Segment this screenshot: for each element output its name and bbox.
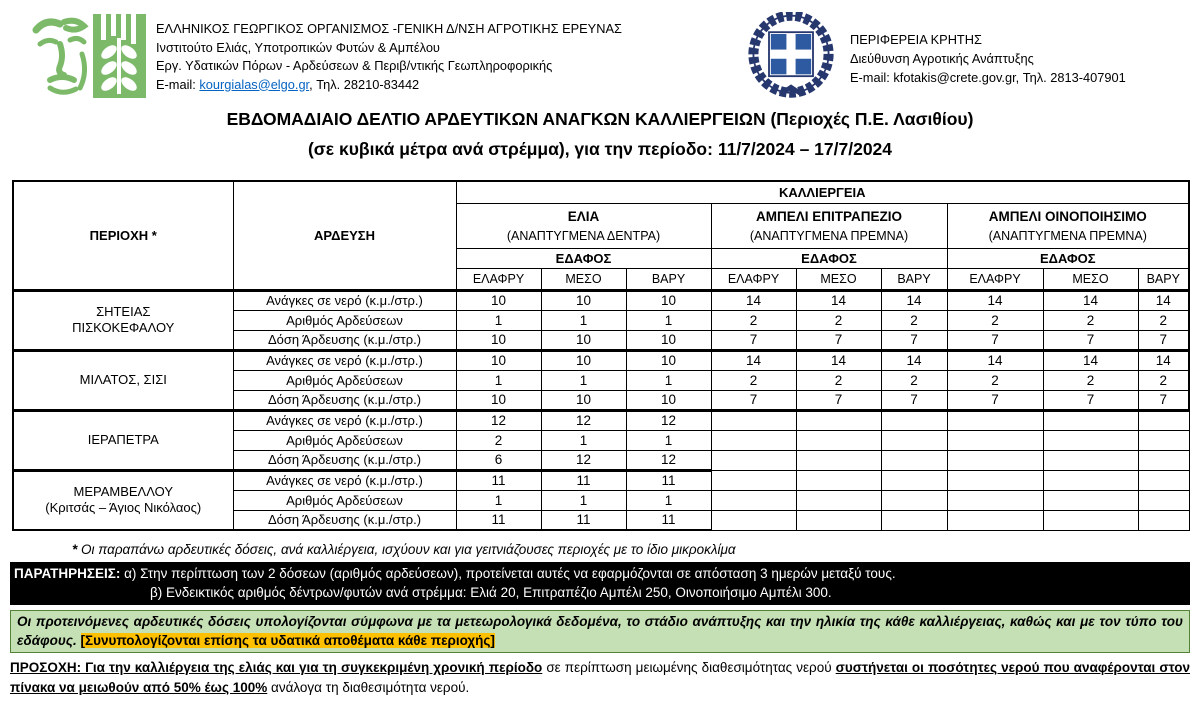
value-cell: 12 [456,410,541,430]
crop-header-olive [456,203,711,248]
region-cell: ΣΗΤΕΙΑΣ ΠΙΣΚΟΚΕΦΑΛΟΥ [13,290,233,350]
crop-subtitle: (ΑΝΑΠΤΥΓΜΕΝΑ ΠΡΕΜΝΑ) [749,228,909,243]
empty-cell [881,490,947,510]
observation-line-b: β) Ενδεικτικός αριθμός δέντρων/φυτών ανά στρέμμα: Ελιά 20, Επιτραπέζιο Αμπέλι 250, Οινοποιήσιμο Αμπέλι 300. [150,585,832,600]
value-cell: 1 [541,370,626,390]
irrigation-metric-label: Αριθμός Αρδεύσεων [233,490,456,510]
crop-group-header: ΚΑΛΛΙΕΡΓΕΙΑ [456,181,1189,203]
value-cell: 14 [1043,350,1138,370]
observation-line-a [14,564,1186,583]
soil-type-light: ΕΛΑΦΡΥ [456,268,541,290]
value-cell: 11 [541,510,626,530]
value-cell: 1 [456,490,541,510]
value-cell: 7 [796,390,881,410]
right-org-line1: ΠΕΡΙΦΕΡΕΙΑ ΚΡΗΤΗΣ [850,32,982,47]
value-cell: 10 [626,290,711,310]
left-org-text [156,20,622,94]
value-cell: 12 [626,450,711,470]
value-cell: 11 [626,510,711,530]
header [0,0,1200,100]
soil-type-light: ΕΛΑΦΡΥ [711,268,796,290]
empty-cell [1043,470,1138,490]
value-cell: 1 [456,370,541,390]
empty-cell [711,470,796,490]
crop-name: ΑΜΠΕΛΙ ΕΠΙΤΡΑΠΕΖΙΟ [755,208,902,224]
empty-cell [1043,450,1138,470]
value-cell: 14 [947,350,1043,370]
value-cell: 6 [456,450,541,470]
document-title [0,104,1200,164]
empty-cell [711,450,796,470]
irrigation-metric-label: Αριθμός Αρδεύσεων [233,310,456,330]
empty-cell [1138,510,1189,530]
value-cell: 7 [947,390,1043,410]
value-cell: 2 [711,370,796,390]
value-cell: 2 [1138,370,1189,390]
irrigation-metric-label: Δόση Άρδευσης (κ.μ./στρ.) [233,330,456,350]
crop-subtitle: (ΑΝΑΠΤΥΓΜΕΝΑ ΠΡΕΜΝΑ) [988,228,1147,243]
soil-type-light: ΕΛΑΦΡΥ [947,268,1043,290]
region-cell: ΜΙΛΑΤΟΣ, ΣΙΣΙ [13,350,233,410]
value-cell: 2 [881,370,947,390]
soil-type-heavy: ΒΑΡΥ [881,268,947,290]
value-cell: 2 [947,370,1043,390]
attention-bold-2: συστήνεται οι ποσότητες νερού που αναφέρονται στον πίνακα να μειωθούν από 50% έως 100% [10,660,1190,695]
empty-cell [711,430,796,450]
empty-cell [1043,490,1138,510]
observations-box [10,562,1190,605]
value-cell: 1 [541,310,626,330]
empty-cell [796,510,881,530]
value-cell: 14 [1043,290,1138,310]
value-cell: 7 [1138,330,1189,350]
asterisk: * [72,542,82,557]
methodology-note-highlight: [Συνυπολογίζονται επίσης τα υδατικά αποθέματα κάθε περιοχής] [80,633,495,648]
email-link[interactable]: kourgialas@elgo.gr [199,76,310,92]
empty-cell [711,490,796,510]
value-cell: 2 [456,430,541,450]
value-cell: 10 [626,330,711,350]
email-prefix: E-mail: [156,76,200,92]
irrigation-metric-label: Δόση Άρδευσης (κ.μ./στρ.) [233,390,456,410]
value-cell: 10 [456,290,541,310]
attention-bold-1: ΠΡΟΣΟΧΗ: Για την καλλιέργεια της ελιάς και για τη συγκεκριμένη χρονική περίοδο [10,660,543,675]
table-row [13,470,1189,490]
table-row [13,410,1189,430]
crop-name: ΕΛΙΑ [567,208,600,224]
empty-cell [796,470,881,490]
email-suffix: , Τηλ. 28210-83442 [309,76,420,92]
attention-regular-1: σε περίπτωση μειωμένης διαθεσιμότητας νερού [542,660,836,675]
value-cell: 12 [626,410,711,430]
value-cell: 14 [711,350,796,370]
value-cell: 10 [456,390,541,410]
value-cell: 11 [456,510,541,530]
empty-cell [796,410,881,430]
right-org-text [850,30,1126,87]
value-cell: 1 [456,310,541,330]
value-cell: 11 [626,470,711,490]
irrigation-metric-label: Ανάγκες σε νερό (κ.μ./στρ.) [233,350,456,370]
soil-type-medium: ΜΕΣΟ [796,268,881,290]
empty-cell [796,490,881,510]
value-cell: 11 [541,470,626,490]
methodology-note-box [10,610,1190,653]
elgo-dimitra-logo-icon [30,14,150,98]
empty-cell [947,490,1043,510]
empty-cell [947,450,1043,470]
right-org-line2: Διεύθυνση Αγροτικής Ανάπτυξης [850,51,1034,66]
value-cell: 2 [881,310,947,330]
region-column-header: ΠΕΡΙΟΧΗ * [13,181,233,290]
value-cell: 7 [881,390,947,410]
left-org-line2: Ινστιτούτο Ελιάς, Υποτροπικών Φυτών & Αμπέλου [156,39,440,55]
table-row [13,350,1189,370]
value-cell: 1 [541,490,626,510]
methodology-note-text: Οι προτεινόμενες αρδευτικές δόσεις υπολογίζονται σύμφωνα με τα μετεωρολογικά δεδομένα, το στάδιο ανάπτυξης και την ηλικία της κάθε καλλιέργειας, καθώς και με τον τύπο του εδάφους. [17,614,1183,648]
empty-cell [1138,470,1189,490]
value-cell: 7 [1138,390,1189,410]
left-org-line1: ΕΛΛΗΝΙΚΟΣ ΓΕΩΡΓΙΚΟΣ ΟΡΓΑΝΙΣΜΟΣ -ΓΕΝΙΚΗ Δ/ΝΣΗ ΑΓΡΟΤΙΚΗΣ ΕΡΕΥΝΑΣ [156,21,622,36]
empty-cell [1138,450,1189,470]
irrigation-needs-table [12,180,1190,531]
empty-cell [711,410,796,430]
value-cell: 10 [626,390,711,410]
value-cell: 7 [796,330,881,350]
table-row [13,290,1189,310]
empty-cell [1138,430,1189,450]
value-cell: 10 [541,350,626,370]
empty-cell [796,450,881,470]
empty-cell [1138,410,1189,430]
value-cell: 10 [626,350,711,370]
value-cell: 10 [541,390,626,410]
value-cell: 14 [881,350,947,370]
value-cell: 10 [456,330,541,350]
attention-paragraph [10,658,1190,697]
right-org-line3: E-mail: kfotakis@crete.gov.gr, Τηλ. 2813-407901 [850,70,1126,85]
crop-name: ΑΜΠΕΛΙ ΟΙΝΟΠΟΙΗΣΙΜΟ [988,208,1147,224]
crop-header-table-grape [711,203,947,248]
value-cell: 1 [626,430,711,450]
value-cell: 2 [796,370,881,390]
empty-cell [711,510,796,530]
irrigation-metric-label: Δόση Άρδευσης (κ.μ./στρ.) [233,450,456,470]
soil-type-heavy: ΒΑΡΥ [626,268,711,290]
observation-a-text: α) Στην περίπτωση των 2 δόσεων (αριθμός αρδεύσεων), προτείνεται αυτές να εφαρμόζονται σε απόσταση 3 ημερών μεταξύ τους. [120,566,896,581]
irrigation-metric-label: Αριθμός Αρδεύσεων [233,430,456,450]
value-cell: 2 [796,310,881,330]
crop-subtitle: (ΑΝΑΠΤΥΓΜΕΝΑ ΔΕΝΤΡΑ) [506,228,661,243]
irrigation-metric-label: Ανάγκες σε νερό (κ.μ./στρ.) [233,470,456,490]
value-cell: 14 [947,290,1043,310]
value-cell: 2 [1043,370,1138,390]
attention-regular-2: ανάλογα τη διαθεσιμότητα νερού. [267,679,470,695]
value-cell: 1 [626,490,711,510]
empty-cell [881,430,947,450]
empty-cell [881,410,947,430]
irrigation-metric-label: Αριθμός Αρδεύσεων [233,370,456,390]
value-cell: 1 [626,310,711,330]
crete-region-emblem-icon [745,12,837,100]
empty-cell [881,510,947,530]
title-line-1: ΕΒΔΟΜΑΔΙΑΙΟ ΔΕΛΤΙΟ ΑΡΔΕΥΤΙΚΩΝ ΑΝΑΓΚΩΝ ΚΑΛΛΙΕΡΓΕΙΩΝ (Περιοχές Π.Ε. Λασιθίου) [226,109,974,129]
value-cell: 1 [541,430,626,450]
soil-header-olive: ΕΔΑΦΟΣ [456,248,711,268]
irrigation-column-header: ΑΡΔΕΥΣΗ [233,181,456,290]
observations-label: ΠΑΡΑΤΗΡΗΣΕΙΣ: [14,566,121,581]
crop-header-wine-grape [947,203,1189,248]
title-line-2: (σε κυβικά μέτρα ανά στρέμμα), για την περίοδο: 11/7/2024 – 17/7/2024 [307,139,893,159]
value-cell: 1 [626,370,711,390]
region-cell: ΜΕΡΑΜΒΕΛΛΟΥ (Κριτσάς – Άγιος Νικόλαος) [13,470,233,530]
value-cell: 14 [1138,350,1189,370]
soil-type-medium: ΜΕΣΟ [541,268,626,290]
value-cell: 2 [947,310,1043,330]
empty-cell [947,410,1043,430]
value-cell: 14 [1138,290,1189,310]
region-cell: ΙΕΡΑΠΕΤΡΑ [13,410,233,470]
asterisk-footnote-text: Οι παραπάνω αρδευτικές δόσεις, ανά καλλιέργεια, ισχύουν και για γειτνιάζουσες περιοχές με το ίδιο μικροκλίμα [81,542,736,557]
value-cell: 7 [1043,390,1138,410]
empty-cell [1138,490,1189,510]
irrigation-metric-label: Δόση Άρδευσης (κ.μ./στρ.) [233,510,456,530]
soil-type-medium: ΜΕΣΟ [1043,268,1138,290]
value-cell: 2 [711,310,796,330]
value-cell: 14 [796,350,881,370]
soil-type-heavy: ΒΑΡΥ [1138,268,1189,290]
left-org-line3: Εργ. Υδατικών Πόρων - Αρδεύσεων & Περιβ/ντικής Γεωπληροφορικής [156,58,553,73]
value-cell: 7 [711,330,796,350]
left-org-email-line [156,76,622,95]
value-cell: 10 [541,290,626,310]
empty-cell [881,450,947,470]
value-cell: 10 [456,350,541,370]
value-cell: 14 [796,290,881,310]
empty-cell [947,470,1043,490]
value-cell: 7 [1043,330,1138,350]
empty-cell [1043,410,1138,430]
value-cell: 7 [881,330,947,350]
empty-cell [1043,510,1138,530]
irrigation-metric-label: Ανάγκες σε νερό (κ.μ./στρ.) [233,410,456,430]
value-cell: 14 [711,290,796,310]
soil-header-table-grape: ΕΔΑΦΟΣ [711,248,947,268]
irrigation-metric-label: Ανάγκες σε νερό (κ.μ./στρ.) [233,290,456,310]
value-cell: 2 [1043,310,1138,330]
value-cell: 14 [881,290,947,310]
value-cell: 12 [541,410,626,430]
soil-header-wine-grape: ΕΔΑΦΟΣ [947,248,1189,268]
value-cell: 11 [456,470,541,490]
value-cell: 2 [1138,310,1189,330]
empty-cell [947,510,1043,530]
empty-cell [796,430,881,450]
value-cell: 10 [541,330,626,350]
value-cell: 12 [541,450,626,470]
value-cell: 7 [947,330,1043,350]
value-cell: 7 [711,390,796,410]
empty-cell [1043,430,1138,450]
empty-cell [881,470,947,490]
asterisk-footnote [72,542,1190,557]
empty-cell [947,430,1043,450]
